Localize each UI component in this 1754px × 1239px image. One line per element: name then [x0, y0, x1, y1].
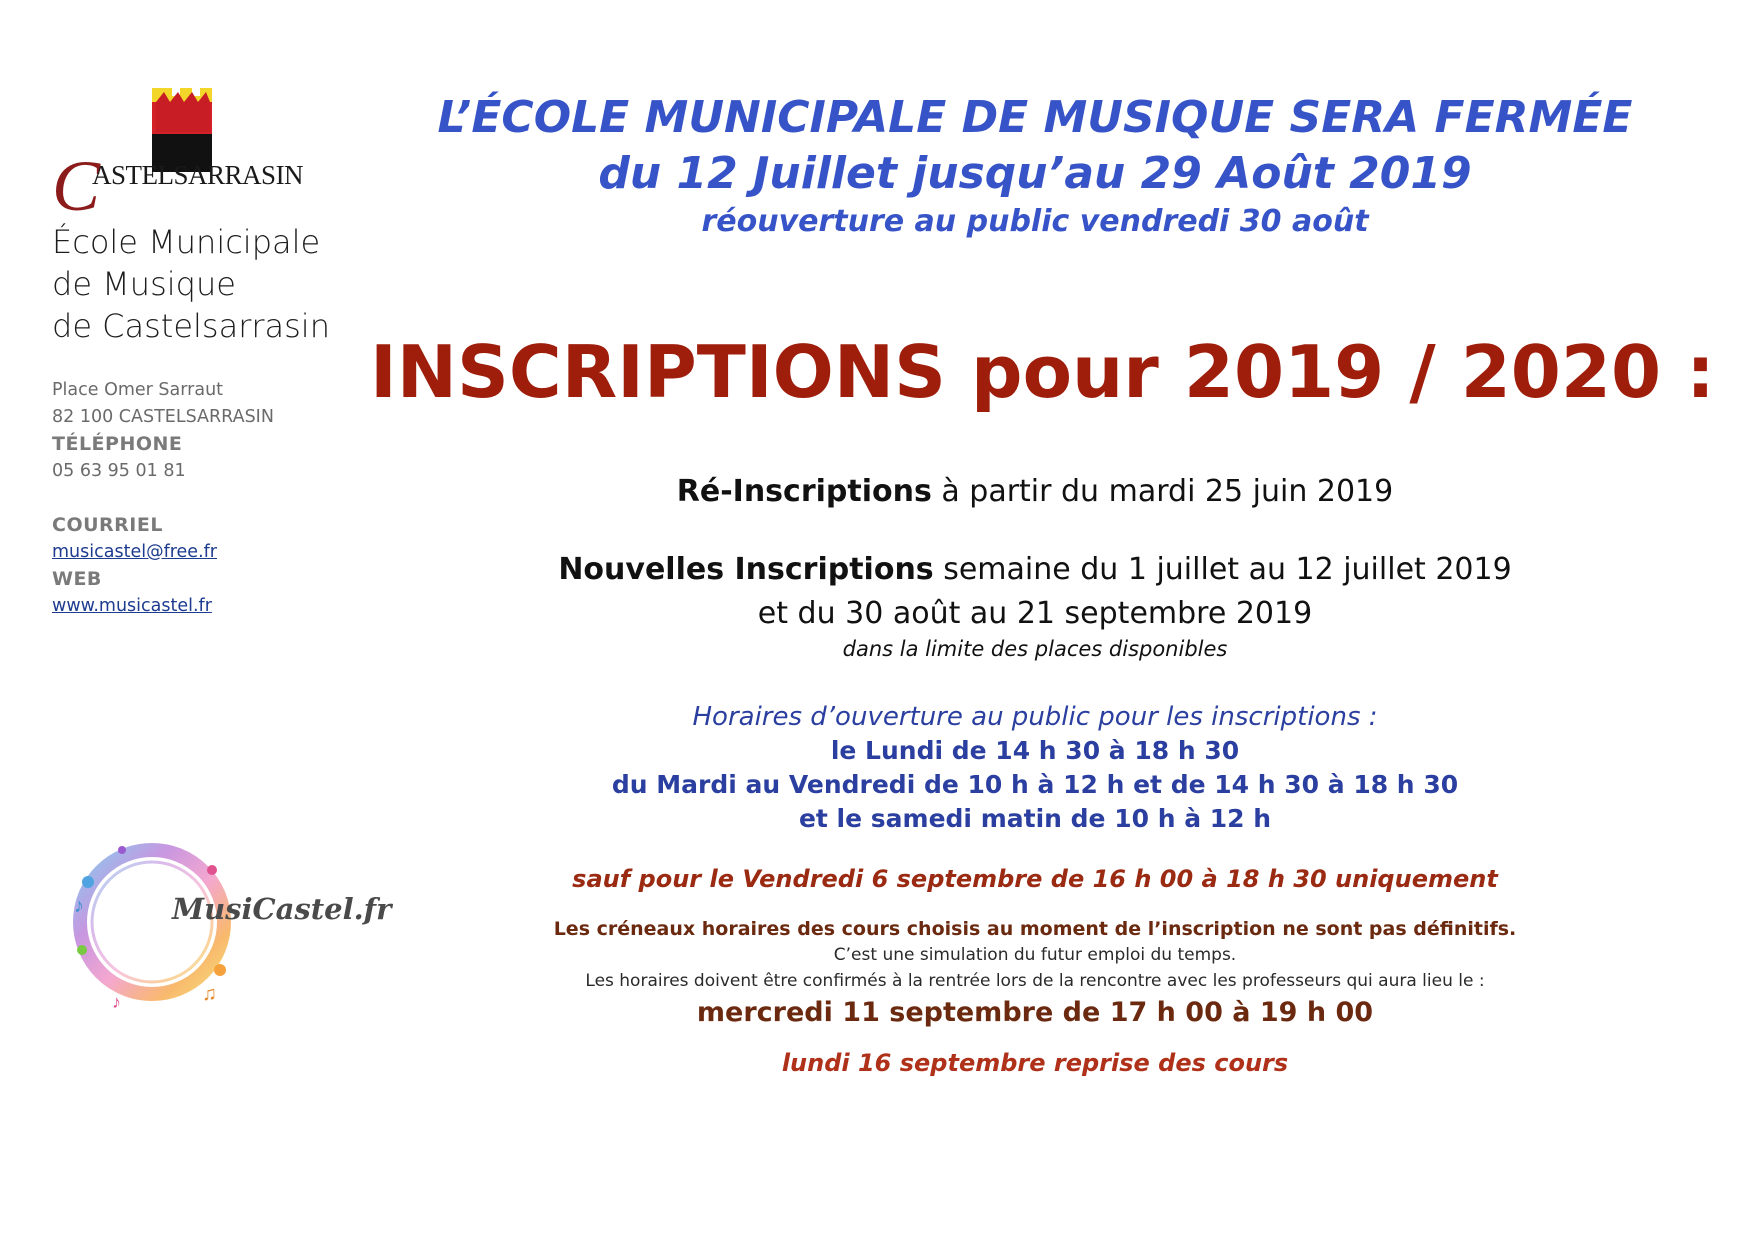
closure-dates: du 12 Juillet jusqu’au 29 Août 2019	[598, 148, 1472, 199]
main-content	[370, 90, 1715, 1080]
logo-text: ASTELSARRASIN	[92, 160, 304, 190]
logo-initial: C	[52, 146, 101, 226]
new-inscriptions-line	[370, 548, 1700, 592]
reinscriptions-line	[370, 472, 1700, 512]
inscriptions-title: INSCRIPTIONS pour 2019 / 2020 :	[370, 330, 1715, 414]
schedule-warning: Les créneaux horaires des cours choisis au moment de l’inscription ne sont pas définitifs.	[553, 918, 1517, 940]
logo-wordmark	[52, 146, 304, 226]
musicastel-badge	[52, 830, 392, 1020]
opening-hours-heading: Horaires d’ouverture au public pour les inscriptions :	[692, 702, 1378, 732]
svg-text:♪: ♪	[112, 992, 121, 1012]
phone-number: 05 63 95 01 81	[52, 461, 186, 481]
closure-title: L’ÉCOLE MUNICIPALE DE MUSIQUE SERA FERMÉE	[437, 92, 1633, 143]
opening-hours-line: et le samedi matin de 10 h à 12 h	[798, 804, 1272, 833]
exception-note: sauf pour le Vendredi 6 septembre de 16 h 00 à 18 h 30 uniquement	[572, 865, 1498, 893]
school-name	[52, 221, 352, 347]
school-name-line: de Musique	[52, 265, 236, 303]
svg-text:♫: ♫	[202, 983, 217, 1005]
school-name-line: École Municipale	[52, 223, 321, 261]
opening-hours-line: du Mardi au Vendredi de 10 h à 12 h et de 14 h 30 à 18 h 30	[611, 770, 1459, 799]
web-link[interactable]: www.musicastel.fr	[52, 596, 212, 616]
reinscriptions-date: à partir du mardi 25 juin 2019	[931, 474, 1394, 509]
schedule-note: C’est une simulation du futur emploi du temps.	[833, 945, 1237, 965]
teacher-meeting-date: mercredi 11 septembre de 17 h 00 à 19 h 00	[696, 997, 1374, 1028]
phone-label: TÉLÉPHONE	[52, 433, 183, 455]
email-label: COURRIEL	[52, 514, 163, 536]
address-line: 82 100 CASTELSARRASIN	[52, 407, 274, 427]
sidebar	[52, 88, 352, 620]
schedule-note: Les horaires doivent être confirmés à la rentrée lors de la rencontre avec les professeurs qui aura lieu le :	[585, 971, 1485, 991]
school-name-line: de Castelsarrasin	[52, 307, 330, 345]
contact-block	[52, 377, 352, 620]
svg-text:♪: ♪	[74, 895, 84, 917]
reinscriptions-label: Ré-Inscriptions	[676, 474, 932, 509]
opening-hours-line: le Lundi de 14 h 30 à 18 h 30	[830, 736, 1240, 765]
new-inscriptions-dates: semaine du 1 juillet au 12 juillet 2019	[933, 552, 1512, 587]
address-line: Place Omer Sarraut	[52, 380, 224, 400]
email-link[interactable]: musicastel@free.fr	[52, 542, 217, 562]
castelsarrasin-logo	[52, 88, 304, 226]
reopening-note: réouverture au public vendredi 30 août	[701, 204, 1369, 239]
classes-resume-date: lundi 16 septembre reprise des cours	[781, 1049, 1289, 1077]
availability-note: dans la limite des places disponibles	[842, 637, 1228, 661]
badge-text: MusiCastel.fr	[172, 892, 392, 926]
new-inscriptions-label: Nouvelles Inscriptions	[558, 552, 934, 587]
web-label: WEB	[52, 568, 102, 590]
new-inscriptions-dates-2: et du 30 août au 21 septembre 2019	[757, 596, 1313, 631]
